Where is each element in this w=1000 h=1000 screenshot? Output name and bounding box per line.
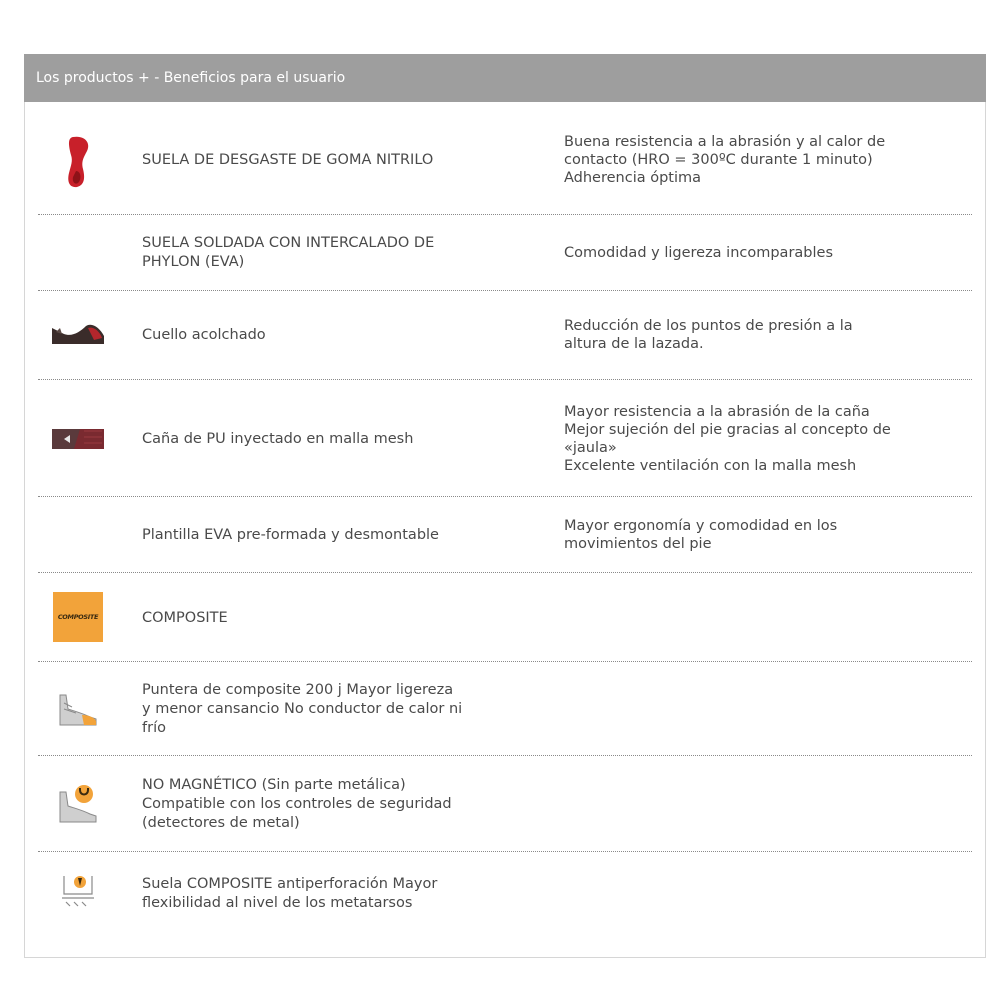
feature-text: Plantilla EVA pre-formada y desmontable <box>142 526 439 543</box>
table-row <box>38 385 972 493</box>
row-divider <box>38 290 972 291</box>
benefit-text: Reducción de los puntos de presión a la altura de la lazada. <box>564 318 853 352</box>
padded-collar-icon <box>38 319 118 349</box>
row-divider <box>38 379 972 380</box>
benefit-text: Mayor resistencia a la abrasión de la caña Mejor sujeción del pie gracias al concepto de «jaula» Excelente ventilación con la malla mesh <box>564 404 891 474</box>
table-row <box>38 294 972 376</box>
table-row <box>38 856 972 932</box>
table-row <box>38 110 972 210</box>
composite-badge-icon <box>38 592 118 642</box>
table-row <box>38 218 972 288</box>
row-divider <box>38 755 972 756</box>
rubber-sole-icon <box>38 135 118 189</box>
feature-text: NO MAGNÉTICO (Sin parte metálica) Compatible con los controles de seguridad (detectores de metal) <box>142 776 452 831</box>
feature-text: SUELA SOLDADA CON INTERCALADO DE PHYLON (EVA) <box>142 235 435 270</box>
feature-text: COMPOSITE <box>142 609 228 626</box>
table-header: Los productos + - Beneficios para el usuario <box>24 54 986 102</box>
table-row <box>38 500 972 570</box>
anti-perforation-sole-icon <box>38 870 118 914</box>
row-divider <box>38 496 972 497</box>
table-row <box>38 760 972 848</box>
feature-text: Suela COMPOSITE antiperforación Mayor flexibilidad al nivel de los metatarsos <box>142 876 438 911</box>
row-divider <box>38 661 972 662</box>
non-magnetic-icon <box>38 780 118 828</box>
feature-text: SUELA DE DESGASTE DE GOMA NITRILO <box>142 151 434 168</box>
row-divider <box>38 851 972 852</box>
table-row <box>38 578 972 658</box>
feature-text: Caña de PU inyectado en malla mesh <box>142 430 414 447</box>
pu-mesh-upper-icon <box>38 425 118 453</box>
row-divider <box>38 572 972 573</box>
table-row <box>38 666 972 752</box>
composite-badge-text: COMPOSITE <box>57 613 99 621</box>
benefit-text: Comodidad y ligereza incomparables <box>564 245 834 261</box>
benefit-text: Buena resistencia a la abrasión y al calor de contacto (HRO = 300ºC durante 1 minuto) Adherencia óptima <box>564 134 886 186</box>
feature-text: Puntera de composite 200 j Mayor ligereza y menor cansancio No conductor de calor ni frío <box>142 681 463 736</box>
benefit-text: Mayor ergonomía y comodidad en los movimientos del pie <box>564 518 838 552</box>
composite-toecap-icon <box>38 686 118 732</box>
row-divider <box>38 214 972 215</box>
feature-text: Cuello acolchado <box>142 326 266 343</box>
